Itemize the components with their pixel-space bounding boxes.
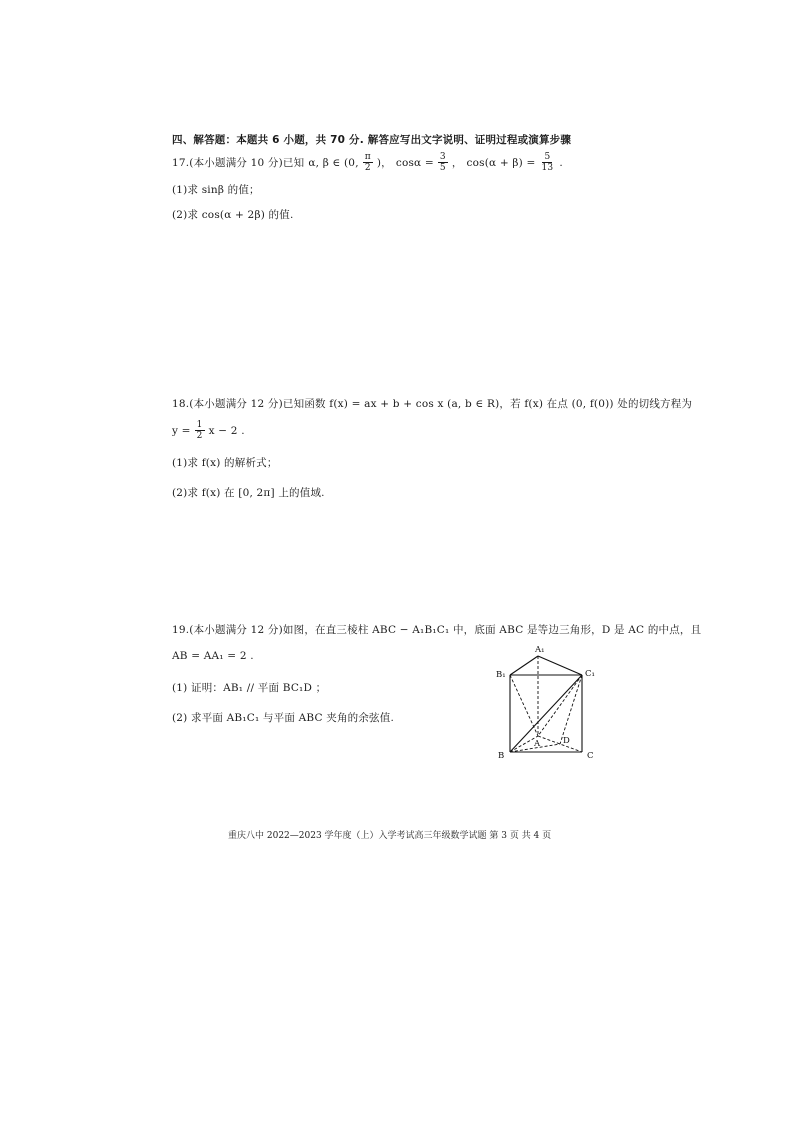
q17-part1: (1)求 sinβ 的值；	[172, 184, 260, 196]
q17-cond1-den: 2	[364, 163, 371, 173]
q17-cond1-fraction	[363, 152, 373, 173]
prism-figure	[490, 640, 610, 762]
q17-cond1-num: π	[364, 152, 371, 162]
label-D: D	[563, 736, 570, 746]
label-A1: A₁	[535, 645, 545, 655]
page-footer: 重庆八中 2022—2023 学年度（上）入学考试高三年级数学试题 第 3 页 共 4 页	[228, 831, 552, 841]
q17-cond3-num: 5	[544, 152, 551, 162]
q17-cond3-fraction	[539, 152, 555, 173]
q17-part2: (2)求 cos(α + 2β) 的值.	[172, 209, 294, 221]
q18-part1: (1)求 f(x) 的解析式；	[172, 457, 278, 469]
q19-given: AB = AA₁ = 2 .	[172, 650, 254, 662]
prism-diagram	[490, 640, 610, 762]
q17-cond2-fraction	[438, 152, 448, 173]
q17-cond3-end: .	[559, 156, 563, 169]
q17-statement	[172, 152, 563, 173]
segment-C1A	[538, 675, 582, 736]
q19-statement: 19.(本小题满分 12 分)如图，在直三棱柱 ABC − A₁B₁C₁ 中，底面 ABC 是等边三角形，D 是 AC 的中点，且	[172, 624, 702, 636]
label-C: C	[587, 751, 594, 761]
q18-statement: 18.(本小题满分 12 分)已知函数 f(x) = ax + b + cos x (a, b ∈ R)，若 f(x) 在点 (0, f(0)) 处的切线方程为	[172, 398, 693, 410]
q18-line2-prefix: y =	[172, 424, 191, 437]
q18-line2-fraction	[195, 420, 205, 441]
q17-cond2-sep: ，	[451, 157, 463, 169]
q17-cond3: cos(α + β) =	[466, 156, 536, 169]
q18-part2: (2)求 f(x) 在 [0, 2π] 上的值域.	[172, 487, 325, 499]
q19-part2: (2) 求平面 AB₁C₁ 与平面 ABC 夹角的余弦值.	[172, 712, 394, 724]
segment-B1A	[510, 675, 538, 736]
q17-cond2-den: 5	[439, 163, 446, 173]
segment-C1D	[560, 675, 582, 744]
q18-line2-suffix: x − 2 .	[208, 424, 245, 437]
edge-B1A1	[510, 656, 538, 675]
label-B: B	[498, 751, 505, 761]
label-C1: C₁	[585, 669, 595, 679]
section-heading: 四、解答题：本题共 6 小题，共 70 分. 解答应写出文字说明、证明过程或演算步骤	[172, 134, 572, 146]
q17-cond3-den: 13	[541, 163, 554, 173]
q17-cond2: cosα =	[395, 156, 434, 169]
label-B1: B₁	[496, 670, 506, 680]
edge-A1C1	[538, 656, 582, 675]
q17-cond1: α, β ∈ (0,	[308, 156, 359, 169]
label-A: A	[534, 739, 541, 749]
q18-tangent-line	[172, 420, 245, 441]
q18-line2-num: 1	[196, 420, 203, 430]
q19-part1: (1) 证明：AB₁ // 平面 BC₁D ；	[172, 682, 327, 694]
q17-intro: 17.(本小题满分 10 分)已知	[172, 157, 305, 169]
q17-cond2-num: 3	[439, 152, 446, 162]
segment-BC1	[510, 675, 582, 752]
q17-cond1-close: )，	[376, 157, 392, 169]
q18-line2-den: 2	[196, 431, 203, 441]
